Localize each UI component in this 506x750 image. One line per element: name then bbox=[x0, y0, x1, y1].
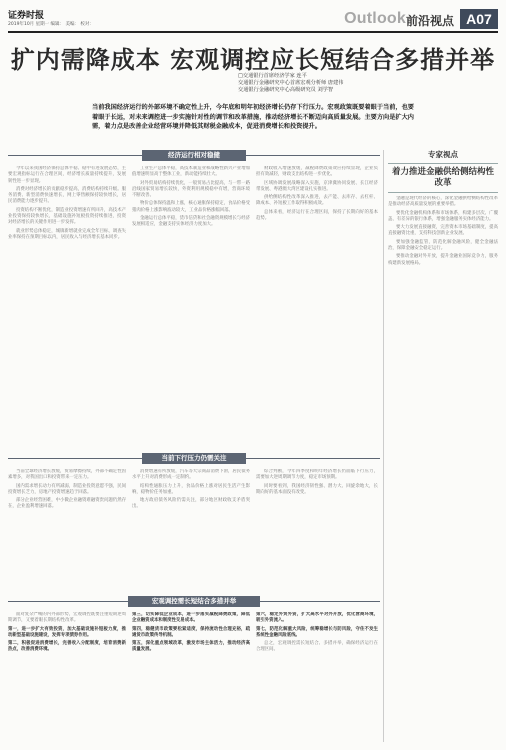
masthead-rule bbox=[8, 31, 498, 33]
paragraph: 第四，稳健货币政策要松紧适度，保持流动性合理充裕，疏通货币政策传导机制。 bbox=[132, 626, 250, 638]
paragraph: 就业形势总体稳定，城镇新增就业完成全年目标，调查失业率保持在预期目标以内，居民收入与经济增长基本同步。 bbox=[8, 228, 126, 240]
paragraph: 总体来看，经济运行在合理区间，保持了长期向好的基本趋势。 bbox=[256, 209, 378, 222]
paragraph: 财政收入增速放缓，减税降费政策效应持续显现，企业负担有效减轻，财政支出结构进一步优化。 bbox=[256, 166, 378, 178]
masthead bbox=[8, 6, 498, 34]
paragraph: 结构性通胀压力上升，食品价格上涨对居民生活产生影响，稳物价任务加重。 bbox=[132, 483, 250, 495]
byline bbox=[238, 73, 343, 95]
section-heading-1: 经济运行相对稳健 bbox=[142, 150, 246, 161]
sidebar-title: 着力推进金融供给侧结构性改革 bbox=[391, 167, 494, 188]
paragraph: 同时要看到，我国经济韧性强、潜力大、回旋余地大，长期向好的基本面没有改变。 bbox=[256, 483, 378, 495]
sidebar-divider bbox=[383, 150, 384, 742]
brand-logo: 证券时报 bbox=[8, 11, 45, 21]
body-column-7 bbox=[8, 612, 126, 742]
body-column-4 bbox=[8, 469, 126, 587]
paragraph: 当前全球经济增长放缓，贸易摩擦持续，外部不确定性因素增多，对我国出口和投资带来一定压力。 bbox=[8, 469, 126, 481]
body-column-5 bbox=[132, 469, 250, 587]
author-2: 交通银行金融研究中心首席宏观分析师 唐建伟 bbox=[238, 80, 344, 87]
paragraph: 第二，积极促进消费增长，完善收入分配制度，培育消费新热点，改善消费环境。 bbox=[8, 641, 126, 653]
section-heading-3: 宏观调控需长短结合多措并举 bbox=[128, 596, 260, 607]
sidebar bbox=[388, 150, 498, 742]
paragraph: 第七，防范化解重大风险，统筹稳增长与防风险，守住不发生系统性金融风险底线。 bbox=[256, 626, 378, 638]
paragraph: 对外贸易结构持续优化，一般贸易占比提高，与一带一路沿线国家贸易增长较快，外资利用规模稳中有增，营商环境不断改善。 bbox=[132, 180, 250, 199]
paragraph: 工业生产总体平稳，高技术制造业和战略性新兴产业增加值增速明显高于整体工业，新动能持续壮大。 bbox=[132, 166, 250, 178]
paragraph: 第六，稳定外贸外资，扩大高水平对外开放，优化营商环境，吸引外资流入。 bbox=[256, 612, 378, 624]
paragraph: 要优化金融机构体系和市场体系，构建多层次、广覆盖、有差异的银行体系，增强金融服务实体经济能力。 bbox=[388, 210, 498, 222]
paragraph: 地方政府债务风险仍需关注，部分地区财政收支矛盾突出。 bbox=[132, 498, 250, 510]
paragraph: 金融是现代经济的核心，深化金融供给侧结构性改革是推动经济高质量发展的重要举措。 bbox=[388, 196, 498, 208]
section-name-zh: 前沿视点 bbox=[405, 14, 454, 28]
paragraph: 要加强金融监管，防范化解金融风险，健全金融法治，保障金融安全稳定运行。 bbox=[388, 239, 498, 252]
article-lead: 当前我国经济运行的外部环境不确定性上升，今年底和明年初经济增长仍存下行压力。宏观政策既要着眼于当前，也要着眼于长远，对未来调控进一步实施针对性的调节和改革措施，推动经济增长不断迈向高质量发展。主要方向是扩大内需，着力点是改善企业经营环境并降低其财税金融成本，促进消费增长和投资提升。 bbox=[92, 104, 414, 130]
issue-info: 2019年10月 星期一 编辑： 美编： 校对： bbox=[8, 22, 94, 27]
section-name-en: Outlook bbox=[344, 10, 406, 27]
paragraph: 综合判断，今年四季度和明年经济增长仍面临下行压力，需要加大逆周期调节力度，稳定市场预期。 bbox=[256, 469, 378, 481]
author-3: 交通银行金融研究中心高级研究员 刘学智 bbox=[238, 87, 334, 94]
sidebar-rule bbox=[388, 192, 498, 193]
paragraph: 今年以来我国经济保持总体平稳、稳中有进发展态势，主要宏观指标运行在合理区间，经济增长质量持续提升，发展韧性进一步显现。 bbox=[8, 166, 126, 184]
paragraph: 消费对经济增长的贡献稳步提高，消费结构持续升级。服务消费、新型消费快速增长，网上零售额保持较快增长，居民消费能力逐步提升。 bbox=[8, 186, 126, 205]
body-column-1 bbox=[8, 166, 126, 442]
paragraph: 区域协调发展战略深入实施，京津冀协同发展、长江经济带发展、粤港澳大湾区建设扎实推进。 bbox=[256, 180, 378, 192]
paragraph: 供给侧结构性改革深入推进，去产能、去库存、去杠杆、降成本、补短板工作取得积极成效。 bbox=[256, 195, 378, 207]
body-column-2 bbox=[132, 166, 250, 442]
paragraph: 投资结构不断优化，制造业投资增速有所回升，高技术产业投资保持较快增长，基础设施补短板投资持续推进，投资对经济增长的关键作用进一步发挥。 bbox=[8, 207, 126, 226]
author-1: □交通银行首席经济学家 连平 bbox=[238, 73, 307, 79]
paragraph: 第五，深化重点领域改革，激发市场主体活力，推动经济高质量发展。 bbox=[132, 641, 250, 653]
paragraph: 要推动金融对外开放，提升金融业国际竞争力，服务构建新发展格局。 bbox=[388, 254, 498, 266]
body-column-9 bbox=[256, 612, 378, 742]
paragraph: 第三，切实降低企业成本，进一步落实减税降费政策，降低企业融资成本和制度性交易成本。 bbox=[132, 612, 250, 624]
paragraph: 要大力发展直接融资，完善资本市场基础制度，提高直接融资比重，支持科技创新企业发展。 bbox=[388, 225, 498, 237]
sidebar-body bbox=[388, 196, 498, 736]
body-column-3 bbox=[256, 166, 378, 442]
article-headline: 扩内需降成本 宏观调控应长短结合多措并举 bbox=[10, 46, 496, 74]
sidebar-kicker: 专家视点 bbox=[428, 150, 458, 159]
paragraph: 面对复杂严峻的内外部形势，宏观调控既要注重短期逆周期调节，又要着眼长期结构性改革。 bbox=[8, 612, 126, 624]
body-column-8 bbox=[132, 612, 250, 742]
section-heading-2: 当前下行压力仍需关注 bbox=[142, 453, 246, 464]
paragraph: 物价总体保持温和上涨，核心通胀保持稳定，食品价格受猪肉价格上涨影响波动较大，工业品价格涨幅回落。 bbox=[132, 201, 250, 213]
paragraph: 部分企业经营困难，中小微企业融资难融资贵问题仍然存在，企业盈利增速回落。 bbox=[8, 498, 126, 510]
paragraph: 金融运行总体平稳，货币信贷和社会融资规模增长与经济发展相适应，金融支持实体经济力度加大。 bbox=[132, 216, 250, 228]
paragraph: 第一，进一步扩大有效投资，加大基础设施补短板力度，推动新型基础设施建设，发挥专项债券作用。 bbox=[8, 626, 126, 638]
paragraph: 消费增速有所放缓，汽车等大宗商品消费下滑，居民债务水平上升对消费形成一定制约。 bbox=[132, 469, 250, 481]
page-number: A07 bbox=[460, 9, 498, 29]
paragraph: 总之，宏观调控需长短结合、多措并举，确保经济运行在合理区间。 bbox=[256, 641, 378, 653]
sidebar-rule bbox=[388, 163, 498, 164]
body-column-6 bbox=[256, 469, 378, 587]
paragraph: 国内需求增长动力有所减弱，制造业投资意愿不强，民间投资增长乏力，房地产投资增速趋于回落。 bbox=[8, 483, 126, 495]
